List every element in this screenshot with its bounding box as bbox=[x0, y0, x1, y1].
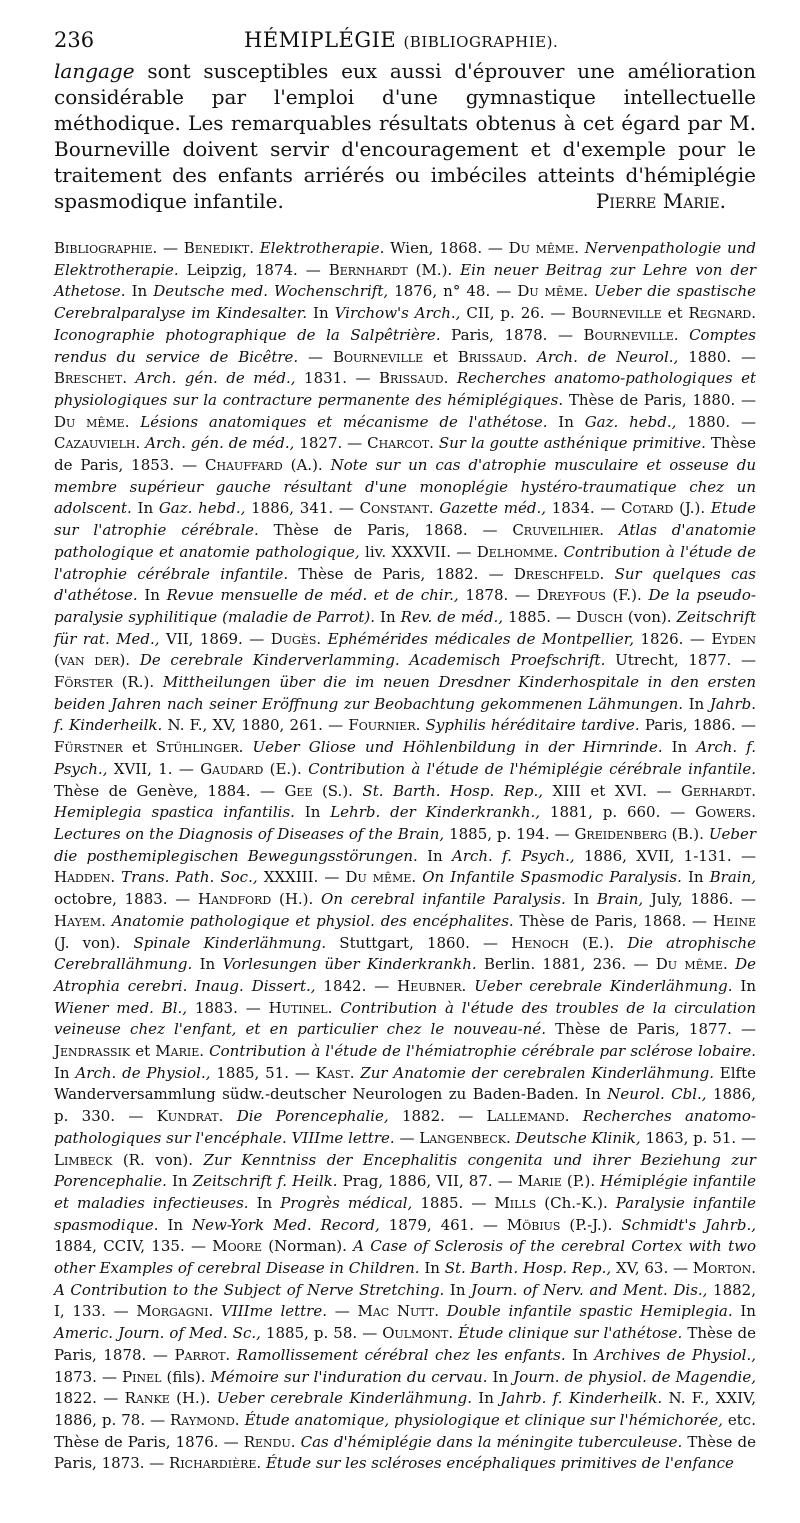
work-title: Contribution à l'étude de l'atrophie cérébrale infantile. bbox=[54, 542, 757, 583]
author-name: Du même. bbox=[345, 868, 417, 887]
citation-text: (R. von). bbox=[112, 1150, 204, 1169]
citation-text: In bbox=[375, 607, 401, 626]
citation-text: (P.). bbox=[561, 1172, 601, 1191]
author-name: Gaudard bbox=[200, 759, 264, 778]
work-title: Recherches anatomo-pathologiques sur l'encéphale. VIIIme lettre. bbox=[54, 1107, 756, 1147]
citation-text: 1842. — bbox=[315, 976, 398, 995]
author-name: Parrot. bbox=[174, 1345, 231, 1364]
author-name: Kast. bbox=[315, 1063, 355, 1082]
work-title: Contribution à l'étude de l'hémiatrophie cérébrale par sclérose lobaire. bbox=[209, 1042, 756, 1061]
work-title: Syphilis héréditaire tardive. bbox=[425, 716, 640, 735]
author-name: Rendu. bbox=[243, 1432, 296, 1451]
work-title: Ueber die posthemiplegischen Bewegungsstörungen. bbox=[54, 824, 756, 865]
work-title: Etude sur l'atrophie cérébrale. bbox=[54, 499, 756, 540]
citation-text: Leipzig, 1874. — bbox=[178, 260, 329, 279]
work-title: Hemiplegia spastica infantilis. bbox=[54, 803, 295, 822]
work-title: Trans. Path. Soc., bbox=[121, 868, 258, 887]
page-header bbox=[54, 28, 756, 52]
author-name: Hayem. bbox=[54, 911, 106, 930]
citation-text: 1863, p. 51. — bbox=[640, 1128, 756, 1147]
work-title: Contribution à l'étude de l'hémiplégie cérébrale infantile. bbox=[308, 759, 756, 778]
author-name: Förster bbox=[54, 673, 113, 692]
citation-text: (J.). bbox=[673, 499, 711, 518]
work-title: Arch. f. Psych., bbox=[451, 846, 575, 865]
author-name: Henoch bbox=[511, 933, 569, 952]
work-title: Lectures on the Diagnosis of Diseases of the Brain, bbox=[54, 824, 445, 843]
author-name: Breschet. bbox=[54, 369, 128, 388]
author-name: Gerhardt. bbox=[680, 781, 756, 800]
citation-text: 1886, 341. — bbox=[245, 499, 360, 518]
author-name: Richardière. bbox=[169, 1454, 262, 1473]
citation-text: In bbox=[158, 1215, 192, 1234]
author-name: Langenbeck. bbox=[419, 1128, 511, 1147]
author-name: Heubner. bbox=[397, 976, 467, 995]
citation-text: In bbox=[248, 1193, 281, 1212]
citation-text bbox=[439, 1302, 447, 1320]
work-title: Étude anatomique, physiologique et clinique sur l'hémichorée, bbox=[244, 1410, 723, 1429]
author-name: Fürstner bbox=[54, 738, 123, 757]
work-title: Schmidt's Jahrb., bbox=[621, 1215, 757, 1234]
work-title: Ueber Gliose und Höhlenbildung in der Hirnrinde. bbox=[252, 738, 663, 757]
citation-text: Thèse de Paris, 1873. — bbox=[54, 1432, 756, 1473]
citation-text: 1885, p. 58. — bbox=[260, 1324, 383, 1343]
author-name: Cruveilhier. bbox=[512, 521, 604, 540]
citation-text: Paris, 1878. — bbox=[440, 325, 584, 344]
work-title: Progrès médical, bbox=[280, 1193, 413, 1212]
citation-text: Elfte Wanderversammlung südw.-deutscher Neurologen zu Baden-Baden. In bbox=[54, 1063, 757, 1104]
work-title: Ephémérides médicales de Montpellier, bbox=[327, 629, 635, 648]
author-name: Bourneville. bbox=[583, 325, 679, 344]
citation-text: et bbox=[661, 304, 689, 323]
work-title: Elektrotherapie. bbox=[259, 239, 385, 257]
citation-text: (P.-J.). bbox=[560, 1215, 622, 1234]
citation-text bbox=[127, 369, 136, 387]
work-title: Ueber cerebrale Kinderlähmung. bbox=[474, 976, 733, 995]
citation-text: In bbox=[565, 1345, 595, 1364]
author-name: Cazauvielh. bbox=[54, 434, 141, 453]
citation-text: (E.). bbox=[263, 759, 309, 778]
work-title: Mittheilungen über die im neuen Dresdner Kinderhospitale in den ersten beiden Jahren nach seiner Eröffnung zur Beobachtung gekommenen Lähmungen. bbox=[54, 673, 756, 713]
author-name: Chauffard bbox=[205, 456, 283, 475]
citation-text: — bbox=[394, 1128, 420, 1147]
citation-text: Thèse de Paris, 1878. — bbox=[54, 1324, 756, 1364]
citation-text: et bbox=[423, 347, 458, 366]
citation-text: XIII et XVI. — bbox=[543, 781, 681, 800]
citation-text: In bbox=[294, 803, 331, 822]
author-name: Moore bbox=[212, 1237, 262, 1256]
work-title: Sur la goutte asthénique primitive. bbox=[438, 434, 706, 453]
author-name: Brissaud. bbox=[457, 347, 528, 366]
work-title: Zeitschrift f. Heilk. bbox=[192, 1172, 338, 1191]
citation-text: octobre, 1883. — bbox=[54, 890, 199, 909]
author-name: Cotard bbox=[621, 499, 674, 518]
author-name: Bourneville bbox=[332, 347, 424, 366]
citation-text: In bbox=[307, 304, 335, 323]
citation-text: VII, 1869. — bbox=[159, 629, 271, 648]
author-name: Heine bbox=[712, 911, 756, 930]
citation-text bbox=[679, 326, 690, 344]
citation-text: 1885, 51. — bbox=[210, 1063, 316, 1082]
running-head bbox=[244, 28, 558, 52]
citation-text: Prag, 1886, VII, 87. — bbox=[337, 1172, 518, 1191]
citation-text: et bbox=[122, 738, 156, 757]
work-title: Ueber die spastische Cerebralparalyse im Kindesalter. bbox=[54, 282, 756, 323]
citation-text: In bbox=[683, 694, 710, 713]
citation-text: In bbox=[137, 586, 167, 605]
citation-text: In bbox=[732, 976, 756, 995]
work-title: Wiener med. Bl., bbox=[54, 998, 188, 1017]
work-title: VIIIme lettre. bbox=[221, 1302, 327, 1321]
work-title: Sur quelques cas d'athétose. bbox=[54, 564, 756, 605]
citation-text: Thèse de Paris, 1853. — bbox=[54, 434, 757, 475]
work-title: Vorlesungen über Kinderkrankh. bbox=[222, 955, 477, 974]
work-title: Anatomie pathologique et physiol. des encéphalites. bbox=[111, 911, 514, 930]
work-title: Lehrb. der Kinderkrankh., bbox=[330, 803, 541, 822]
work-title: On cerebral infantile Paralysis. bbox=[321, 890, 566, 909]
work-title: Paralysie infantile spasmodique. bbox=[54, 1193, 757, 1234]
citation-text: 1827. — bbox=[294, 434, 368, 453]
work-title: De Atrophia cerebri. Inaug. Dissert., bbox=[54, 955, 757, 995]
author-name: Jendrassik bbox=[54, 1042, 131, 1061]
citation-text bbox=[604, 521, 619, 539]
author-name: Raymond. bbox=[170, 1410, 240, 1429]
citation-text: 1876, n° 48. — bbox=[388, 282, 518, 301]
citation-text: (H.). bbox=[271, 890, 322, 909]
citation-text: XVII, 1. — bbox=[107, 759, 201, 778]
citation-text: 1886, p. 330. — bbox=[54, 1085, 756, 1126]
work-title: Arch. gén. de méd., bbox=[145, 434, 295, 453]
author-name: Du même. bbox=[54, 412, 130, 431]
work-title: Gaz. hebd., bbox=[584, 412, 677, 431]
citation-text: In bbox=[444, 1280, 472, 1299]
citation-text: (Norman). bbox=[262, 1237, 354, 1256]
citation-text: Stuttgart, 1860. — bbox=[326, 933, 512, 952]
work-title: Ein neuer Beitrag zur Lehre von der Athetose. bbox=[54, 260, 757, 301]
work-title: Ramollissement cérébral chez les enfants. bbox=[236, 1345, 566, 1364]
author-name: Bernhardt bbox=[328, 260, 408, 279]
work-title: Arch. gén. de méd., bbox=[135, 369, 296, 388]
citation-text: 1883. — bbox=[187, 998, 269, 1017]
citation-text bbox=[223, 1107, 236, 1125]
author-name: Eyden (van der). bbox=[54, 629, 756, 670]
citation-text: Thèse de Paris, 1877. — bbox=[546, 1020, 756, 1039]
work-title: Revue mensuelle de méd. et de chir., bbox=[166, 586, 459, 605]
work-title: Brain, bbox=[596, 890, 644, 909]
work-title: On Infantile Spasmodic Paralysis. bbox=[422, 868, 682, 887]
page-number: 236 bbox=[54, 28, 95, 52]
citation-text: XXXIII. — bbox=[257, 868, 346, 887]
citation-text: (B.). bbox=[666, 824, 709, 843]
author-name: Dreyfous bbox=[536, 586, 606, 605]
work-title: St. Barth. Hosp. Rep., bbox=[362, 781, 543, 800]
citation-text bbox=[230, 1346, 237, 1364]
citation-text bbox=[527, 348, 537, 366]
citation-text: In bbox=[131, 499, 159, 518]
citation-text: 1880. — bbox=[678, 347, 757, 366]
author-name: Dugès. bbox=[270, 629, 322, 648]
author-name: Brissaud. bbox=[379, 369, 449, 388]
citation-text: In bbox=[732, 1302, 756, 1321]
work-title: Arch. f. Psych., bbox=[54, 738, 756, 778]
author-name: Du même. bbox=[517, 282, 589, 301]
citation-text: In bbox=[54, 1063, 76, 1082]
author-name: Hutinel. bbox=[268, 998, 333, 1017]
citation-text: N. F., XV, 1880, 261. — bbox=[162, 716, 349, 735]
work-title: Jahrb. f. Kinderheilk. bbox=[54, 694, 756, 735]
work-title: Zeitschrift für rat. Med., bbox=[54, 607, 757, 648]
work-title: Lésions anatomiques et mécanisme de l'athétose. bbox=[140, 412, 548, 431]
author-name: Morton. bbox=[692, 1259, 757, 1278]
running-head-title: HÉMIPLÉGIE bbox=[244, 28, 397, 52]
author-name: Bibliographie. bbox=[54, 239, 158, 257]
author-name: Marie. bbox=[155, 1042, 205, 1061]
citation-text: In bbox=[547, 412, 585, 431]
citation-text: 1826. — bbox=[634, 629, 712, 648]
work-title: Virchow's Arch., bbox=[334, 304, 461, 323]
citation-text: (R.). bbox=[112, 673, 163, 692]
citation-text: liv. XXXVII. — bbox=[359, 542, 477, 561]
author-name: Bourneville bbox=[571, 304, 662, 323]
work-title: Nervenpathologie und Elektrotherapie. bbox=[54, 239, 756, 279]
citation-text bbox=[129, 413, 140, 431]
citation-text: Thèse de Paris, 1868. — bbox=[258, 521, 513, 540]
citation-text bbox=[213, 1302, 221, 1320]
author-name: Pinel bbox=[122, 1367, 162, 1386]
author-name: Gowers. bbox=[695, 803, 756, 822]
author-name: Greidenberg bbox=[574, 824, 667, 843]
citation-text: In bbox=[565, 890, 597, 909]
bibliography bbox=[54, 238, 756, 1475]
citation-text: In bbox=[662, 738, 697, 757]
work-title: Contribution à l'étude des troubles de la circulation veineuse chez l'enfant, et en particulier chez le nouveau-né. bbox=[54, 998, 756, 1039]
work-title: Arch. de Neurol., bbox=[537, 347, 679, 366]
citation-text: et bbox=[130, 1042, 156, 1061]
author-name: Dusch bbox=[576, 607, 623, 626]
citation-text: In bbox=[166, 1172, 193, 1191]
author-name: Oulmont. bbox=[382, 1324, 454, 1343]
citation-text: Berlin. 1881, 236. — bbox=[476, 955, 656, 974]
citation-text: 1822. — bbox=[54, 1389, 125, 1408]
work-title: Recherches anatomo-pathologiques et physiologiques sur la contracture permanente des hémiplégiques. bbox=[54, 369, 756, 409]
author-name: Du même. bbox=[655, 955, 728, 974]
work-title: New-York Med. Record, bbox=[191, 1215, 380, 1234]
work-title: A Contribution to the Subject of Nerve Stretching. bbox=[54, 1280, 445, 1299]
work-title: Double infantile spastic Hemiplegia. bbox=[446, 1302, 733, 1321]
author-name: Constant. bbox=[359, 499, 434, 518]
work-title: Deutsche Klinik, bbox=[515, 1128, 641, 1147]
citation-text: CII, p. 26. — bbox=[460, 304, 572, 323]
citation-text: Thèse de Genève, 1884. — bbox=[54, 781, 285, 800]
citation-text: 1879, 461. — bbox=[379, 1215, 507, 1234]
citation-text: XV, 63. — bbox=[611, 1259, 693, 1278]
work-title: Deutsche med. Wochenschrift, bbox=[153, 282, 389, 301]
work-title: Americ. Journ. of Med. Sc., bbox=[54, 1324, 261, 1343]
work-title: Gaz. hebd., bbox=[158, 499, 246, 518]
citation-text: In bbox=[125, 282, 154, 301]
work-title: St. Barth. Hosp. Rep., bbox=[444, 1259, 612, 1278]
work-title: Atlas d'anatomie pathologique et anatomie pathologique, bbox=[54, 521, 757, 561]
author-name: Kundrat. bbox=[156, 1107, 224, 1126]
author-name: Hadden. bbox=[54, 868, 116, 887]
citation-text: — bbox=[157, 239, 184, 257]
running-head-subtitle: (BIBLIOGRAPHIE). bbox=[403, 33, 559, 51]
citation-text: 1884, CCIV, 135. — bbox=[54, 1237, 213, 1256]
citation-text: Utrecht, 1877. — bbox=[605, 651, 757, 670]
work-title: Zur Anatomie der cerebralen Kinderlähmung. bbox=[360, 1063, 714, 1082]
work-title: Étude clinique sur l'athétose. bbox=[458, 1324, 683, 1343]
work-title: Comptes rendus du service de Bicêtre. bbox=[54, 325, 756, 366]
author-name: Dreschfeld. bbox=[513, 564, 605, 583]
citation-text bbox=[570, 1107, 583, 1125]
author-name: Handford bbox=[198, 890, 272, 909]
citation-text: (M.). bbox=[407, 260, 461, 279]
work-title: Die Porencephalie, bbox=[236, 1107, 389, 1126]
work-title: De la pseudo-paralysie syphilitique (maladie de Parrot). bbox=[54, 586, 756, 626]
work-title: A Case of Sclerosis of the cerebral Cortex with two other Examples of cerebral Disease in Children. bbox=[54, 1237, 756, 1278]
citation-text: 1886, XVII, 1-131. — bbox=[574, 846, 756, 865]
citation-text: 1885. — bbox=[503, 607, 577, 626]
citation-text: Paris, 1886. — bbox=[639, 716, 756, 735]
citation-text: (H.). bbox=[169, 1389, 217, 1408]
citation-text: (fils). bbox=[161, 1367, 211, 1386]
citation-text: In bbox=[419, 1259, 445, 1278]
author-name: Benedikt. bbox=[183, 239, 254, 257]
author-name: Gee bbox=[284, 781, 313, 800]
intro-first-word: langage bbox=[54, 59, 135, 83]
citation-text: 1873. — bbox=[54, 1367, 123, 1386]
work-title: Gazette méd., bbox=[439, 499, 546, 518]
citation-text: (Ch.-K.). bbox=[536, 1193, 616, 1212]
work-title: Mémoire sur l'induration du cervau. bbox=[210, 1367, 488, 1386]
citation-text bbox=[728, 955, 735, 973]
work-title: Archives de Physiol., bbox=[594, 1345, 757, 1364]
citation-text: 1878. — bbox=[458, 586, 537, 605]
work-title: Spinale Kinderlähmung. bbox=[133, 933, 327, 952]
intro-text: sont susceptibles eux aussi d'éprouver une amélioration considérable par l'emploi d'une gymnastique intellectuelle méthodique. Les remarquables résultats obtenus à cet égard par M. Bourneville doivent servir d'encouragement et d'exemple pour le traitement des enfants arriérés ou imbéciles atteints d'hémiplégie spasmodique infantile. bbox=[54, 59, 756, 213]
author-name: Möbius bbox=[506, 1215, 561, 1234]
citation-text: 1881, p. 660. — bbox=[540, 803, 696, 822]
citation-text: 1885, p. 194. — bbox=[444, 824, 575, 843]
citation-text: (von). bbox=[622, 607, 677, 626]
citation-text: Thèse de Paris, 1868. — bbox=[513, 911, 713, 930]
citation-text bbox=[130, 651, 140, 669]
citation-text: (F.). bbox=[605, 586, 649, 605]
work-title: Journ. of Nerv. and Ment. Dis., bbox=[471, 1280, 708, 1299]
citation-text: etc. Thèse de Paris, 1876. — bbox=[54, 1410, 756, 1451]
author-name: Fournier. bbox=[348, 716, 421, 735]
work-title: Jahrb. f. Kinderheilk. bbox=[500, 1389, 663, 1408]
citation-text: 1882. — bbox=[388, 1107, 487, 1126]
work-title: Neurol. Cbl., bbox=[607, 1085, 707, 1104]
author-name: Regnard. bbox=[688, 304, 756, 323]
citation-text: 1880. — bbox=[676, 412, 756, 431]
author-name: Lallemand. bbox=[486, 1107, 570, 1126]
author-name: Du même. bbox=[508, 239, 579, 257]
work-title: Rev. de méd., bbox=[400, 607, 504, 626]
intro-paragraph bbox=[54, 58, 756, 214]
citation-text: Thèse de Paris, 1880. — bbox=[563, 390, 756, 409]
citation-text: 1831. — bbox=[295, 369, 380, 388]
citation-text: (J. von). bbox=[54, 933, 134, 952]
citation-text: 1885. — bbox=[412, 1193, 495, 1212]
citation-text: In bbox=[192, 955, 223, 974]
author-name: Stühlinger. bbox=[155, 738, 244, 757]
citation-text: 1882, I, 133. — bbox=[54, 1280, 756, 1321]
work-title: Journ. de physiol. de Magendie, bbox=[513, 1367, 756, 1386]
author-name: Morgagni. bbox=[136, 1302, 214, 1321]
work-title: Étude sur les scléroses encéphaliques primitives de l'enfance bbox=[265, 1454, 734, 1473]
citation-text bbox=[448, 369, 457, 387]
citation-text bbox=[604, 565, 614, 583]
citation-text: — bbox=[298, 347, 333, 366]
author-name: Delhomme. bbox=[476, 542, 559, 561]
work-title: Iconographie photographique de la Salpêtrière. bbox=[54, 325, 441, 344]
work-title: Hémiplégie infantile et maladies infectieuses. bbox=[54, 1172, 756, 1212]
author-name: Charcot. bbox=[367, 434, 434, 453]
citation-text: (S.). bbox=[312, 781, 363, 800]
work-title: Brain, bbox=[709, 868, 757, 887]
author-name: Limbeck bbox=[54, 1150, 113, 1169]
citation-text: In bbox=[417, 846, 452, 865]
work-title: Zur Kenntniss der Encephalitis congenita und ihrer Beziehung zur Porencephalie. bbox=[54, 1150, 756, 1191]
citation-text: (E.). bbox=[568, 933, 628, 952]
citation-text: In bbox=[681, 868, 710, 887]
work-title: De cerebrale Kinderverlamming. Academisch Proefschrift. bbox=[139, 651, 606, 670]
citation-text: — bbox=[327, 1302, 358, 1321]
author-signature: Pierre Marie. bbox=[595, 189, 726, 213]
citation-text: July, 1886. — bbox=[643, 890, 757, 909]
author-name: Mills bbox=[494, 1193, 537, 1212]
work-title: Die atrophische Cerebrallähmung. bbox=[54, 933, 756, 974]
author-name: Ranke bbox=[124, 1389, 170, 1408]
author-name: Mac Nutt. bbox=[357, 1302, 440, 1321]
author-name: Marie bbox=[517, 1172, 562, 1191]
citation-text: N. F., XXIV, 1886, p. 78. — bbox=[54, 1389, 757, 1429]
work-title: Arch. de Physiol., bbox=[75, 1063, 211, 1082]
citation-text: (A.). bbox=[282, 456, 331, 475]
work-title: Cas d'hémiplégie dans la méningite tuberculeuse. bbox=[300, 1432, 683, 1451]
citation-text: Wien, 1868. — bbox=[384, 239, 509, 257]
citation-text: Thèse de Paris, 1882. — bbox=[288, 564, 514, 583]
work-title: Ueber cerebrale Kinderlähmung. bbox=[216, 1389, 472, 1408]
work-title: Note sur un cas d'atrophie musculaire et osseuse du membre supérieur gauche résultant d'une monoplégie hystéro-traumatique chez un adolscent. bbox=[54, 456, 756, 518]
citation-text: 1834. — bbox=[546, 499, 622, 518]
citation-text: In bbox=[471, 1389, 501, 1408]
citation-text: In bbox=[487, 1367, 514, 1386]
